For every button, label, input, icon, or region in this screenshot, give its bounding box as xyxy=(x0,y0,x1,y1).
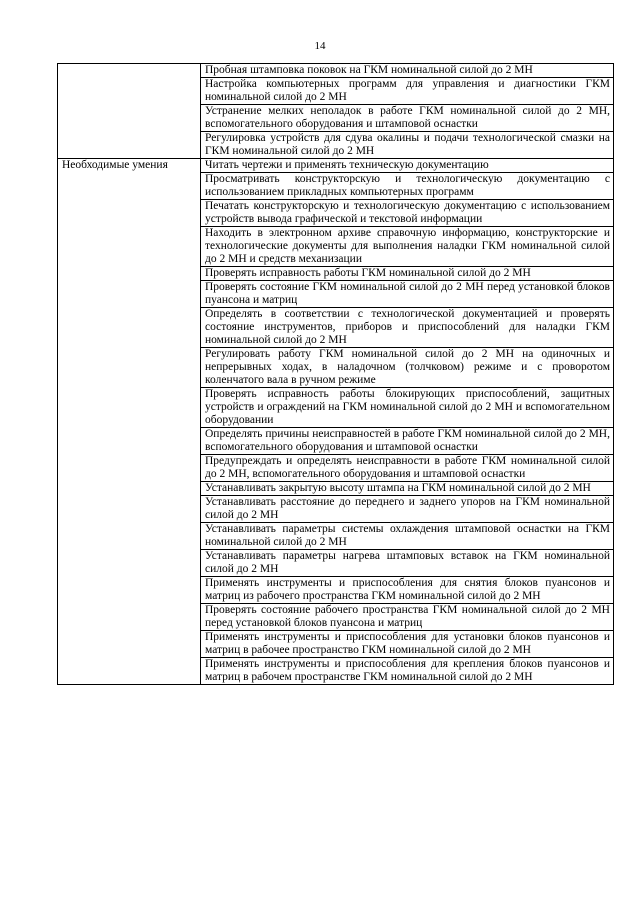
table-cell: Пробная штамповка поковок на ГКМ номинальной силой до 2 МН xyxy=(201,64,614,78)
table-cell: Устанавливать параметры нагрева штамповых вставок на ГКМ номинальной силой до 2 МН xyxy=(201,550,614,577)
table-cell: Регулировка устройств для сдува окалины и подачи технологической смазки на ГКМ номинальной силой до 2 МН xyxy=(201,132,614,159)
skills-table-body xyxy=(58,64,614,685)
table-cell: Проверять исправность работы блокирующих приспособлений, защитных устройств и ограждений на ГКМ номинальной силой до 2 МН и вспомогательном оборудовании xyxy=(201,388,614,428)
table-row xyxy=(58,159,614,173)
table-cell: Находить в электронном архиве справочную информацию, конструкторские и технологические документы для выполнения наладки ГКМ номинальной силой до 2 МН и средств механизации xyxy=(201,227,614,267)
table-cell: Проверять состояние ГКМ номинальной силой до 2 МН перед установкой блоков пуансона и матриц xyxy=(201,281,614,308)
table-cell: Применять инструменты и приспособления для установки блоков пуансонов и матриц в рабочее пространство ГКМ номинальной силой до 2 МН xyxy=(201,631,614,658)
table-cell: Проверять состояние рабочего пространства ГКМ номинальной силой до 2 МН перед установкой блоков пуансона и матриц xyxy=(201,604,614,631)
table-cell: Просматривать конструкторскую и технологическую документацию с использованием прикладных компьютерных программ xyxy=(201,173,614,200)
table-cell: Применять инструменты и приспособления для крепления блоков пуансонов и матриц в рабочем пространстве ГКМ номинальной силой до 2 МН xyxy=(201,658,614,685)
table-row xyxy=(58,64,614,78)
section-label: Необходимые умения xyxy=(58,159,201,685)
table-cell: Устанавливать параметры системы охлаждения штамповой оснастки на ГКМ номинальной силой до 2 МН xyxy=(201,523,614,550)
table-cell: Предупреждать и определять неисправности в работе ГКМ номинальной силой до 2 МН, вспомогательного оборудования и штамповой оснастки xyxy=(201,455,614,482)
table-cell: Регулировать работу ГКМ номинальной силой до 2 МН на одиночных и непрерывных ходах, в наладочном (толчковом) режиме и с проворотом коленчатого вала в ручном режиме xyxy=(201,348,614,388)
page-number: 14 xyxy=(314,40,326,52)
skills-table xyxy=(57,63,614,685)
table-cell: Устранение мелких неполадок в работе ГКМ номинальной силой до 2 МН, вспомогательного оборудования и штамповой оснастки xyxy=(201,105,614,132)
table-cell: Определять в соответствии с технологической документацией и проверять состояние инструментов, приборов и приспособлений для наладки ГКМ номинальной силой до 2 МН xyxy=(201,308,614,348)
section-label xyxy=(58,64,201,159)
table-cell: Применять инструменты и приспособления для снятия блоков пуансонов и матриц из рабочего пространства ГКМ номинальной силой до 2 МН xyxy=(201,577,614,604)
table-cell: Настройка компьютерных программ для управления и диагностики ГКМ номинальной силой до 2 МН xyxy=(201,78,614,105)
table-cell: Читать чертежи и применять техническую документацию xyxy=(201,159,614,173)
table-cell: Проверять исправность работы ГКМ номинальной силой до 2 МН xyxy=(201,267,614,281)
table-cell: Устанавливать расстояние до переднего и заднего упоров на ГКМ номинальной силой до 2 МН xyxy=(201,496,614,523)
table-cell: Печатать конструкторскую и технологическую документацию с использованием устройств вывода графической и текстовой информации xyxy=(201,200,614,227)
table-cell: Определять причины неисправностей в работе ГКМ номинальной силой до 2 МН, вспомогательного оборудования и штамповой оснастки xyxy=(201,428,614,455)
table-cell: Устанавливать закрытую высоту штампа на ГКМ номинальной силой до 2 МН xyxy=(201,482,614,496)
